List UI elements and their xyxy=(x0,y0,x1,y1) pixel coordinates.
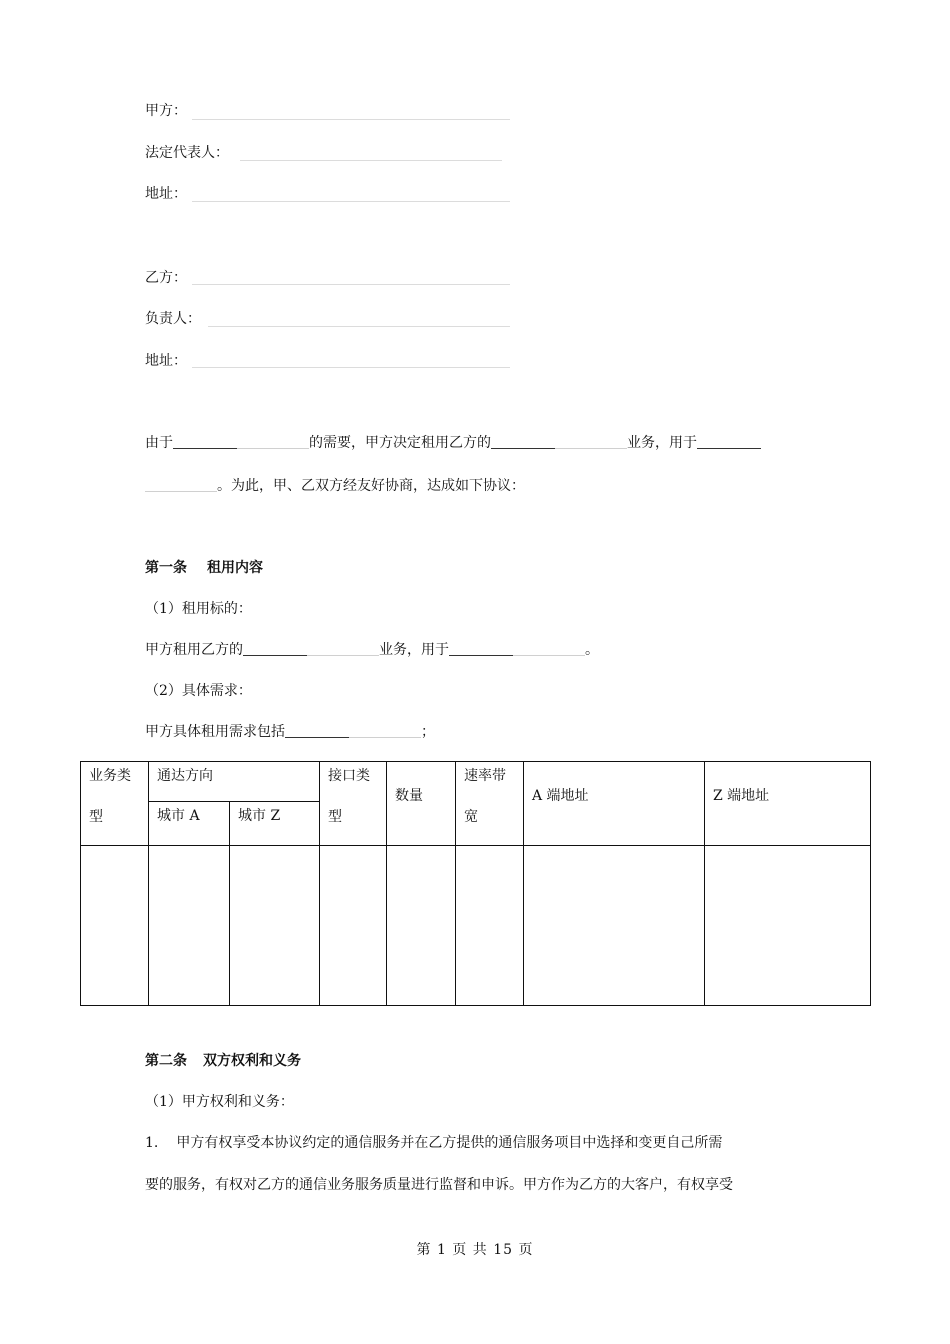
header-interface-type xyxy=(320,762,387,846)
article-2-item-1-label: （1）甲方权利和义务： xyxy=(145,1094,294,1110)
cell-interface-type[interactable] xyxy=(320,846,387,1006)
cell-city-z[interactable] xyxy=(230,846,320,1006)
header-a-address-label: A 端地址 xyxy=(532,787,589,804)
cell-a-address[interactable] xyxy=(524,846,705,1006)
party-a-label: 甲方： xyxy=(145,103,187,119)
requirements-table xyxy=(80,761,871,1006)
cell-service-type[interactable] xyxy=(81,846,149,1006)
header-service-type-line-2: 型 xyxy=(89,809,103,825)
header-city-a-label: 城市 A xyxy=(157,808,200,824)
intro-blank-3[interactable] xyxy=(697,433,761,447)
party-a-field[interactable] xyxy=(192,119,510,120)
item1-text-c: 。 xyxy=(585,642,599,658)
para1-line1-text: 甲方有权享受本协议约定的通信服务并在乙方提供的通信服务项目中选择和变更自己所需 xyxy=(176,1135,723,1151)
header-bandwidth xyxy=(456,762,524,846)
intro-text-3: 业务，用于 xyxy=(627,435,697,451)
legal-rep-label: 法定代表人： xyxy=(145,145,229,161)
intro-text-2: 的需要，甲方决定租用乙方的 xyxy=(309,435,491,451)
cell-z-address[interactable] xyxy=(705,846,871,1006)
item2-blank[interactable] xyxy=(285,722,421,736)
intro-text-4: 。为此，甲、乙双方经友好协商，达成如下协议： xyxy=(217,478,525,494)
article-1-title: 第一条 xyxy=(145,560,187,576)
item1-text-a: 甲方租用乙方的 xyxy=(145,642,243,658)
header-z-address xyxy=(705,762,871,846)
article-1-name: 租用内容 xyxy=(207,560,263,576)
party-b-address-label: 地址： xyxy=(145,353,187,369)
responsible-label: 负责人： xyxy=(145,311,201,327)
page-footer: 第 1 页 共 15 页 xyxy=(416,1242,534,1258)
header-z-address-label: Z 端地址 xyxy=(713,787,770,804)
party-b-address-field[interactable] xyxy=(192,367,510,368)
item1-blank-2[interactable] xyxy=(449,640,585,654)
header-quantity-label: 数量 xyxy=(395,787,423,804)
header-bandwidth-line-1: 速率带 xyxy=(464,768,506,784)
cell-quantity[interactable] xyxy=(387,846,456,1006)
header-interface-line-2: 型 xyxy=(328,809,342,825)
legal-rep-field[interactable] xyxy=(240,160,502,161)
article-1-item-2-text xyxy=(145,722,435,742)
header-bandwidth-line-2: 宽 xyxy=(464,809,478,825)
article-2-para-1-line-2: 要的服务，有权对乙方的通信业务服务质量进行监督和申诉。甲方作为乙方的大客户，有权享受 xyxy=(145,1177,733,1193)
article-1-item-1-text xyxy=(145,640,599,660)
party-a-address-label: 地址： xyxy=(145,186,187,202)
cell-bandwidth[interactable] xyxy=(456,846,524,1006)
header-city-z-label: 城市 Z xyxy=(238,808,281,824)
responsible-field[interactable] xyxy=(208,326,510,327)
article-2-heading xyxy=(145,1051,301,1071)
header-direction xyxy=(149,762,320,802)
item2-text-a: 甲方具体租用需求包括 xyxy=(145,724,285,740)
party-b-field[interactable] xyxy=(192,284,510,285)
item1-text-b: 业务，用于 xyxy=(379,642,449,658)
header-city-z xyxy=(230,802,320,846)
article-1-item-2-label: （2）具体需求： xyxy=(145,683,252,699)
intro-blank-3-cont[interactable] xyxy=(145,476,217,490)
intro-blank-2[interactable] xyxy=(491,433,627,447)
header-service-type xyxy=(81,762,149,846)
article-2-para-1-line-1 xyxy=(145,1133,722,1153)
intro-blank-1[interactable] xyxy=(173,433,309,447)
item1-blank-1[interactable] xyxy=(243,640,379,654)
article-1-heading xyxy=(145,558,263,578)
header-direction-label: 通达方向 xyxy=(157,768,213,784)
header-quantity xyxy=(387,762,456,846)
party-b-label: 乙方： xyxy=(145,270,187,286)
header-a-address xyxy=(524,762,705,846)
intro-text-1: 由于 xyxy=(145,435,173,451)
intro-line-1 xyxy=(145,433,761,453)
para1-number: 1. xyxy=(145,1135,159,1151)
party-a-address-field[interactable] xyxy=(192,201,510,202)
intro-line-2 xyxy=(145,476,525,496)
item2-text-b: ； xyxy=(421,724,435,740)
table-row xyxy=(81,846,871,1006)
header-city-a xyxy=(149,802,230,846)
article-1-item-1-label: （1）租用标的： xyxy=(145,601,252,617)
header-service-type-line-1: 业务类 xyxy=(89,768,131,784)
article-2-name: 双方权利和义务 xyxy=(203,1053,301,1069)
cell-city-a[interactable] xyxy=(149,846,230,1006)
article-2-title: 第二条 xyxy=(145,1053,187,1069)
header-interface-line-1: 接口类 xyxy=(328,768,370,784)
